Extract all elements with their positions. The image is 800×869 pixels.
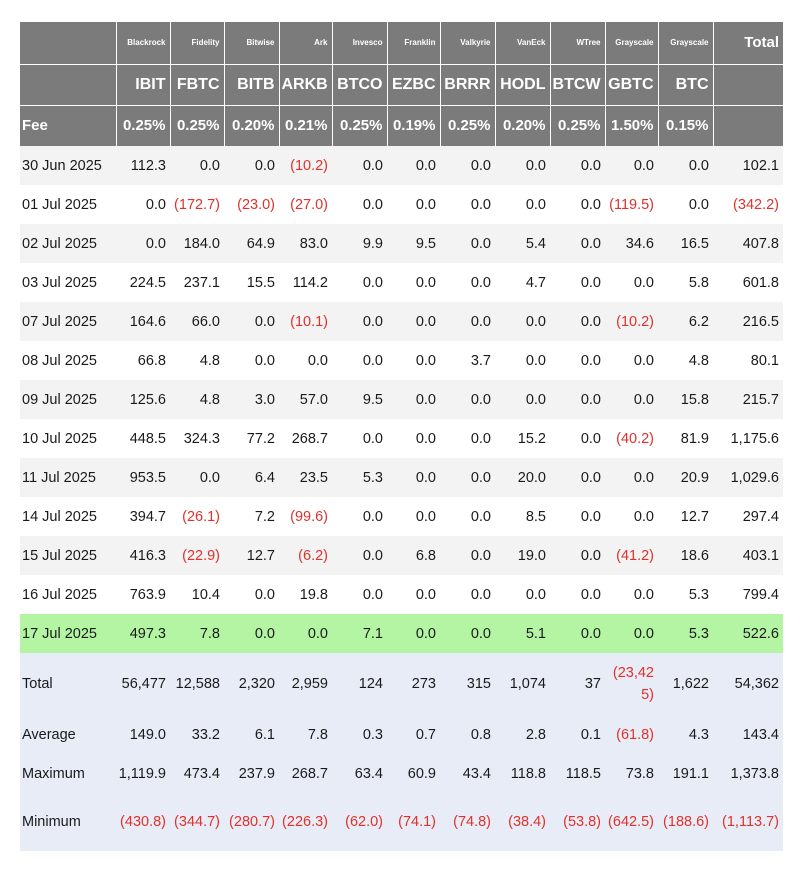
flow-cell: 81.9: [658, 419, 713, 458]
flow-cell: 0.0: [550, 419, 605, 458]
summary-cell: 56,477: [116, 653, 170, 715]
row-total-cell: 80.1: [713, 341, 783, 380]
summary-total-cell: 143.4: [713, 715, 783, 754]
flow-cell: 5.3: [658, 614, 713, 653]
flow-cell: 20.0: [495, 458, 550, 497]
issuer-cell: Grayscale: [605, 22, 658, 64]
summary-label: Total: [20, 653, 116, 715]
flow-cell: 497.3: [116, 614, 170, 653]
fee-cell: 0.15%: [658, 105, 713, 146]
summary-cell: 1,622: [658, 653, 713, 715]
flow-cell: 0.0: [440, 458, 495, 497]
table-row: [20, 575, 783, 614]
table-row: [20, 185, 783, 224]
flow-cell: 4.8: [170, 380, 224, 419]
flow-cell: 4.8: [170, 341, 224, 380]
table-row: [20, 380, 783, 419]
date-cell: 30 Jun 2025: [20, 146, 116, 185]
issuer-header-row: [20, 22, 783, 64]
flow-cell: 0.0: [279, 614, 332, 653]
date-cell: 03 Jul 2025: [20, 263, 116, 302]
summary-cell: 63.4: [332, 754, 387, 793]
flow-cell: 112.3: [116, 146, 170, 185]
flow-cell: 9.5: [332, 380, 387, 419]
flow-cell: (23.0): [224, 185, 279, 224]
flow-cell: 0.0: [387, 185, 440, 224]
summary-cell: 237.9: [224, 754, 279, 793]
issuer-cell: Grayscale: [658, 22, 713, 64]
flow-cell: 6.8: [387, 536, 440, 575]
flow-cell: 0.0: [387, 575, 440, 614]
flow-cell: (10.2): [605, 302, 658, 341]
ticker-cell: BTCW: [550, 64, 605, 105]
summary-cell: 191.1: [658, 754, 713, 793]
flow-cell: (119.5): [605, 185, 658, 224]
date-cell: 14 Jul 2025: [20, 497, 116, 536]
ticker-cell: ARKB: [279, 64, 332, 105]
flow-cell: 0.0: [332, 146, 387, 185]
table-row: [20, 458, 783, 497]
date-cell: 16 Jul 2025: [20, 575, 116, 614]
empty-cell: [713, 64, 783, 105]
corner-cell: [20, 64, 116, 105]
total-column-header: Total: [713, 22, 783, 64]
summary-cell: 118.5: [550, 754, 605, 793]
summary-label: Average: [20, 715, 116, 754]
issuer-cell: Franklin: [387, 22, 440, 64]
summary-cell: (74.1): [387, 793, 440, 851]
row-total-cell: 601.8: [713, 263, 783, 302]
summary-cell: 0.3: [332, 715, 387, 754]
flow-cell: (41.2): [605, 536, 658, 575]
flow-cell: 953.5: [116, 458, 170, 497]
flow-cell: 0.0: [440, 497, 495, 536]
flow-cell: 18.6: [658, 536, 713, 575]
flow-cell: 114.2: [279, 263, 332, 302]
flow-cell: 12.7: [658, 497, 713, 536]
flow-cell: (27.0): [279, 185, 332, 224]
summary-cell: 2,320: [224, 653, 279, 715]
flow-cell: (10.1): [279, 302, 332, 341]
flow-cell: 0.0: [332, 341, 387, 380]
flow-cell: 4.8: [658, 341, 713, 380]
flow-cell: 15.8: [658, 380, 713, 419]
flow-cell: 83.0: [279, 224, 332, 263]
summary-total-cell: 54,362: [713, 653, 783, 715]
flow-cell: 8.5: [495, 497, 550, 536]
summary-cell: 7.8: [279, 715, 332, 754]
flow-cell: 3.7: [440, 341, 495, 380]
flow-cell: 0.0: [440, 419, 495, 458]
issuer-cell: Ark: [279, 22, 332, 64]
ticker-cell: BRRR: [440, 64, 495, 105]
flow-cell: 0.0: [387, 614, 440, 653]
flow-cell: (22.9): [170, 536, 224, 575]
flow-cell: 9.5: [387, 224, 440, 263]
flow-cell: 23.5: [279, 458, 332, 497]
ticker-cell: EZBC: [387, 64, 440, 105]
flow-cell: 0.0: [495, 302, 550, 341]
summary-cell: (53.8): [550, 793, 605, 851]
summary-cell: (74.8): [440, 793, 495, 851]
flow-cell: 0.0: [279, 341, 332, 380]
flow-cell: 0.0: [224, 341, 279, 380]
flow-cell: 0.0: [387, 341, 440, 380]
flow-cell: 0.0: [387, 380, 440, 419]
flow-cell: 0.0: [550, 497, 605, 536]
flow-cell: 0.0: [440, 614, 495, 653]
summary-cell: 2,959: [279, 653, 332, 715]
flow-cell: 0.0: [224, 575, 279, 614]
flow-cell: 0.0: [387, 458, 440, 497]
table-row: [20, 341, 783, 380]
ticker-cell: IBIT: [116, 64, 170, 105]
date-cell: 09 Jul 2025: [20, 380, 116, 419]
summary-cell: 37: [550, 653, 605, 715]
flow-cell: 0.0: [440, 185, 495, 224]
flow-cell: 9.9: [332, 224, 387, 263]
flow-cell: 237.1: [170, 263, 224, 302]
summary-cell: 0.1: [550, 715, 605, 754]
ticker-cell: BTC: [658, 64, 713, 105]
table-row: [20, 263, 783, 302]
flow-cell: 0.0: [550, 185, 605, 224]
table-row: [20, 419, 783, 458]
flow-cell: 324.3: [170, 419, 224, 458]
flow-cell: 0.0: [440, 263, 495, 302]
row-total-cell: 1,175.6: [713, 419, 783, 458]
summary-cell: (280.7): [224, 793, 279, 851]
date-cell: 17 Jul 2025: [20, 614, 116, 653]
table-row-latest: [20, 614, 783, 653]
summary-cell: (62.0): [332, 793, 387, 851]
summary-cell: 12,588: [170, 653, 224, 715]
issuer-cell: Fidelity: [170, 22, 224, 64]
flow-cell: (26.1): [170, 497, 224, 536]
flow-cell: 0.0: [440, 302, 495, 341]
flow-cell: 125.6: [116, 380, 170, 419]
flow-cell: 184.0: [170, 224, 224, 263]
flow-cell: (172.7): [170, 185, 224, 224]
flow-cell: 0.0: [658, 185, 713, 224]
fee-cell: 0.20%: [495, 105, 550, 146]
flow-cell: 66.8: [116, 341, 170, 380]
issuer-cell: Invesco: [332, 22, 387, 64]
flow-cell: 0.0: [550, 575, 605, 614]
summary-cell: (344.7): [170, 793, 224, 851]
flow-cell: 0.0: [605, 146, 658, 185]
summary-cell: (642.5): [605, 793, 658, 851]
flow-cell: 0.0: [495, 575, 550, 614]
flow-cell: 0.0: [495, 380, 550, 419]
flow-cell: 0.0: [116, 185, 170, 224]
flow-cell: 164.6: [116, 302, 170, 341]
fee-cell: 0.19%: [387, 105, 440, 146]
flow-cell: 64.9: [224, 224, 279, 263]
row-total-cell: 215.7: [713, 380, 783, 419]
summary-cell: (61.8): [605, 715, 658, 754]
summary-row: [20, 653, 783, 715]
summary-cell: (38.4): [495, 793, 550, 851]
date-cell: 01 Jul 2025: [20, 185, 116, 224]
flow-cell: 0.0: [170, 458, 224, 497]
flow-cell: 0.0: [550, 263, 605, 302]
flow-cell: 0.0: [332, 497, 387, 536]
fee-cell: 0.25%: [116, 105, 170, 146]
table-row: [20, 224, 783, 263]
flow-cell: 0.0: [332, 263, 387, 302]
flow-cell: 0.0: [332, 536, 387, 575]
flow-cell: 0.0: [550, 224, 605, 263]
row-total-cell: (342.2): [713, 185, 783, 224]
summary-cell: 0.7: [387, 715, 440, 754]
ticker-header-row: [20, 64, 783, 105]
issuer-cell: Blackrock: [116, 22, 170, 64]
summary-cell: (226.3): [279, 793, 332, 851]
summary-cell: 33.2: [170, 715, 224, 754]
flow-cell: 0.0: [495, 146, 550, 185]
flow-cell: 0.0: [116, 224, 170, 263]
fee-header-row: [20, 105, 783, 146]
fee-cell: 1.50%: [605, 105, 658, 146]
flow-cell: 0.0: [170, 146, 224, 185]
flow-cell: 4.7: [495, 263, 550, 302]
ticker-cell: GBTC: [605, 64, 658, 105]
flow-cell: 10.4: [170, 575, 224, 614]
ticker-cell: HODL: [495, 64, 550, 105]
flow-cell: 0.0: [550, 536, 605, 575]
issuer-cell: Bitwise: [224, 22, 279, 64]
flow-cell: 19.0: [495, 536, 550, 575]
summary-row: [20, 793, 783, 851]
table-row: [20, 497, 783, 536]
date-cell: 02 Jul 2025: [20, 224, 116, 263]
fee-label: Fee: [20, 105, 116, 146]
flow-cell: 0.0: [440, 575, 495, 614]
issuer-cell: VanEck: [495, 22, 550, 64]
date-cell: 11 Jul 2025: [20, 458, 116, 497]
table-row: [20, 302, 783, 341]
flow-cell: 0.0: [605, 341, 658, 380]
row-total-cell: 216.5: [713, 302, 783, 341]
summary-cell: 273: [387, 653, 440, 715]
flow-cell: 7.8: [170, 614, 224, 653]
row-total-cell: 297.4: [713, 497, 783, 536]
summary-cell: 124: [332, 653, 387, 715]
flow-cell: 0.0: [440, 536, 495, 575]
row-total-cell: 403.1: [713, 536, 783, 575]
flow-cell: 0.0: [332, 575, 387, 614]
summary-cell: 1,119.9: [116, 754, 170, 793]
summary-cell: 0.8: [440, 715, 495, 754]
flow-cell: 268.7: [279, 419, 332, 458]
fee-cell: 0.21%: [279, 105, 332, 146]
summary-cell: 6.1: [224, 715, 279, 754]
row-total-cell: 522.6: [713, 614, 783, 653]
row-total-cell: 102.1: [713, 146, 783, 185]
flow-cell: 15.5: [224, 263, 279, 302]
flow-cell: 77.2: [224, 419, 279, 458]
flow-cell: 5.8: [658, 263, 713, 302]
date-cell: 08 Jul 2025: [20, 341, 116, 380]
flow-cell: 34.6: [605, 224, 658, 263]
summary-cell: (23,425): [605, 653, 658, 715]
flow-cell: 16.5: [658, 224, 713, 263]
flow-cell: 0.0: [550, 146, 605, 185]
summary-cell: 2.8: [495, 715, 550, 754]
date-cell: 10 Jul 2025: [20, 419, 116, 458]
flow-cell: (10.2): [279, 146, 332, 185]
flow-cell: 0.0: [387, 419, 440, 458]
summary-cell: 315: [440, 653, 495, 715]
flow-cell: 0.0: [550, 380, 605, 419]
flow-cell: 57.0: [279, 380, 332, 419]
flow-cell: 0.0: [224, 614, 279, 653]
issuer-cell: Valkyrie: [440, 22, 495, 64]
flow-cell: 0.0: [387, 302, 440, 341]
flow-cell: 0.0: [605, 380, 658, 419]
fee-cell: 0.25%: [550, 105, 605, 146]
flow-cell: 0.0: [440, 380, 495, 419]
summary-cell: 43.4: [440, 754, 495, 793]
summary-cell: 268.7: [279, 754, 332, 793]
flow-cell: 66.0: [170, 302, 224, 341]
flow-cell: 6.2: [658, 302, 713, 341]
flow-cell: 5.3: [658, 575, 713, 614]
summary-cell: 1,074: [495, 653, 550, 715]
flow-cell: 5.4: [495, 224, 550, 263]
ticker-cell: FBTC: [170, 64, 224, 105]
flow-cell: 15.2: [495, 419, 550, 458]
flow-cell: 0.0: [605, 575, 658, 614]
flow-cell: 0.0: [550, 302, 605, 341]
summary-rows: [20, 653, 783, 851]
summary-cell: 118.8: [495, 754, 550, 793]
summary-cell: (188.6): [658, 793, 713, 851]
flow-cell: (40.2): [605, 419, 658, 458]
flow-cell: 0.0: [495, 341, 550, 380]
issuer-cell: WTree: [550, 22, 605, 64]
summary-label: Minimum: [20, 793, 116, 851]
row-total-cell: 407.8: [713, 224, 783, 263]
flow-cell: 763.9: [116, 575, 170, 614]
flow-cell: 224.5: [116, 263, 170, 302]
summary-cell: 4.3: [658, 715, 713, 754]
flow-cell: 0.0: [387, 146, 440, 185]
summary-cell: 73.8: [605, 754, 658, 793]
summary-row: [20, 715, 783, 754]
table-row: [20, 146, 783, 185]
flow-cell: 0.0: [550, 458, 605, 497]
flow-cell: 0.0: [224, 302, 279, 341]
flow-cell: 6.4: [224, 458, 279, 497]
date-cell: 15 Jul 2025: [20, 536, 116, 575]
flow-cell: 0.0: [605, 263, 658, 302]
flow-cell: 20.9: [658, 458, 713, 497]
flow-cell: (99.6): [279, 497, 332, 536]
flow-cell: 0.0: [332, 419, 387, 458]
flow-cell: 448.5: [116, 419, 170, 458]
flow-cell: 0.0: [658, 146, 713, 185]
flow-cell: 0.0: [387, 497, 440, 536]
summary-cell: 60.9: [387, 754, 440, 793]
flow-cell: 0.0: [440, 224, 495, 263]
summary-cell: 473.4: [170, 754, 224, 793]
row-total-cell: 799.4: [713, 575, 783, 614]
flow-cell: 416.3: [116, 536, 170, 575]
flow-cell: 7.1: [332, 614, 387, 653]
flow-cell: 0.0: [495, 185, 550, 224]
empty-cell: [713, 105, 783, 146]
flow-cell: 0.0: [550, 614, 605, 653]
ticker-cell: BITB: [224, 64, 279, 105]
summary-cell: 149.0: [116, 715, 170, 754]
flow-cell: 0.0: [440, 146, 495, 185]
daily-flow-rows: [20, 146, 783, 653]
flow-cell: 0.0: [332, 185, 387, 224]
corner-cell: [20, 22, 116, 64]
flow-cell: 7.2: [224, 497, 279, 536]
flow-cell: (6.2): [279, 536, 332, 575]
flow-cell: 0.0: [332, 302, 387, 341]
flow-cell: 0.0: [224, 146, 279, 185]
fee-cell: 0.25%: [332, 105, 387, 146]
flow-cell: 5.3: [332, 458, 387, 497]
table-row: [20, 536, 783, 575]
summary-label: Maximum: [20, 754, 116, 793]
flow-cell: 0.0: [605, 497, 658, 536]
row-total-cell: 1,029.6: [713, 458, 783, 497]
fee-cell: 0.20%: [224, 105, 279, 146]
flow-cell: 394.7: [116, 497, 170, 536]
fee-cell: 0.25%: [170, 105, 224, 146]
flow-cell: 3.0: [224, 380, 279, 419]
table-header: [20, 22, 783, 146]
summary-total-cell: (1,113.7): [713, 793, 783, 851]
flow-cell: 0.0: [387, 263, 440, 302]
flow-cell: 0.0: [605, 614, 658, 653]
ticker-cell: BTCO: [332, 64, 387, 105]
summary-cell: (430.8): [116, 793, 170, 851]
fee-cell: 0.25%: [440, 105, 495, 146]
summary-total-cell: 1,373.8: [713, 754, 783, 793]
flow-cell: 5.1: [495, 614, 550, 653]
date-cell: 07 Jul 2025: [20, 302, 116, 341]
flow-cell: 12.7: [224, 536, 279, 575]
flow-cell: 0.0: [550, 341, 605, 380]
etf-flow-table: [20, 22, 783, 851]
flow-cell: 0.0: [605, 458, 658, 497]
flow-cell: 19.8: [279, 575, 332, 614]
summary-row: [20, 754, 783, 793]
